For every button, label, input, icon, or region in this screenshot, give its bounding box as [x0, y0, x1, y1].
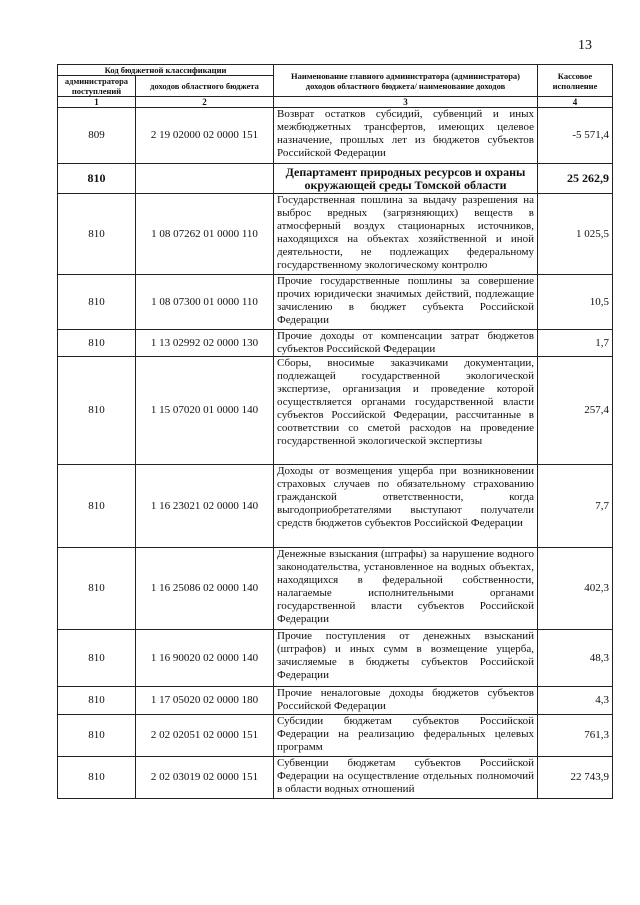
col-number: 3 [274, 97, 538, 108]
admin-code: 810 [58, 630, 136, 687]
amount: 1 025,5 [538, 194, 613, 275]
table-row [58, 194, 613, 275]
income-code: 2 19 02000 02 0000 151 [136, 108, 274, 164]
income-name: Прочие поступления от денежных взысканий (штрафов) и иных сумм в возмещение ущерба, зачисляемые в бюджеты субъектов Российской Федерации [274, 630, 538, 687]
amount: 22 743,9 [538, 757, 613, 799]
table-row [58, 330, 613, 357]
admin-code: 810 [58, 194, 136, 275]
table-row [58, 687, 613, 715]
header-name: Наименование главного администратора (администратора) доходов областного бюджета/ наименование доходов [274, 65, 538, 97]
income-code: 1 08 07262 01 0000 110 [136, 194, 274, 275]
amount: 257,4 [538, 357, 613, 465]
income-name: Сборы, вносимые заказчиками документации, подлежащей государственной экологической экспертизе, организация и проведение которой осуществляется органами государственной власти субъектов Российской Федерации, рассчитанные в соответствии со сметой расходов на проведение государственной экологической экспертизы [274, 357, 538, 465]
income-name: Субвенции бюджетам субъектов Российской Федерации на осуществление отдельных полномочий в области водных отношений [274, 757, 538, 799]
admin-code: 810 [58, 465, 136, 548]
admin-code: 810 [58, 687, 136, 715]
amount: 10,5 [538, 275, 613, 330]
income-name: Доходы от возмещения ущерба при возникновении страховых случаев по обязательному страхованию гражданской ответственности, когда выгодоприобретателями выступают получатели средств бюджетов субъектов Российской Федерации [274, 465, 538, 548]
admin-code: 810 [58, 548, 136, 630]
admin-code: 810 [58, 164, 136, 194]
header-income: доходов областного бюджета [136, 76, 274, 97]
admin-code: 810 [58, 357, 136, 465]
admin-code: 810 [58, 715, 136, 757]
department-name: Департамент природных ресурсов и охраны окружающей среды Томской области [274, 164, 538, 194]
income-code: 1 16 90020 02 0000 140 [136, 630, 274, 687]
table-row [58, 757, 613, 799]
amount: 48,3 [538, 630, 613, 687]
header-amount: Кассовое исполнение [538, 65, 613, 97]
table-row [58, 275, 613, 330]
income-code [136, 164, 274, 194]
income-name: Денежные взыскания (штрафы) за нарушение водного законодательства, установленное на водных объектах, находящихся в федеральной собственности, налагаемые исполнительными органами государственной власти субъектов Российской Федерации [274, 548, 538, 630]
amount: -5 571,4 [538, 108, 613, 164]
department-row [58, 164, 613, 194]
table-row [58, 630, 613, 687]
col-number: 2 [136, 97, 274, 108]
income-name: Прочие государственные пошлины за совершение прочих юридически значимых действий, подлежащие зачислению в бюджет субъекта Российской Федерации [274, 275, 538, 330]
amount: 1,7 [538, 330, 613, 357]
admin-code: 810 [58, 757, 136, 799]
income-name: Субсидии бюджетам субъектов Российской Федерации на реализацию федеральных целевых программ [274, 715, 538, 757]
income-code: 1 16 23021 02 0000 140 [136, 465, 274, 548]
income-code: 2 02 02051 02 0000 151 [136, 715, 274, 757]
header-code-group: Код бюджетной классификации [58, 65, 274, 76]
income-code: 1 16 25086 02 0000 140 [136, 548, 274, 630]
amount: 402,3 [538, 548, 613, 630]
page-number: 13 [578, 38, 592, 53]
income-name: Прочие доходы от компенсации затрат бюджетов субъектов Российской Федерации [274, 330, 538, 357]
admin-code: 810 [58, 275, 136, 330]
header-admin: администратора поступлений [58, 76, 136, 97]
table-row [58, 357, 613, 465]
income-name: Прочие неналоговые доходы бюджетов субъектов Российской Федерации [274, 687, 538, 715]
amount: 4,3 [538, 687, 613, 715]
income-name: Возврат остатков субсидий, субвенций и иных межбюджетных трансфертов, имеющих целевое назначение, прошлых лет из бюджетов субъектов Российской Федерации [274, 108, 538, 164]
admin-code: 809 [58, 108, 136, 164]
amount: 7,7 [538, 465, 613, 548]
budget-table [57, 64, 613, 799]
col-number: 4 [538, 97, 613, 108]
income-code: 1 17 05020 02 0000 180 [136, 687, 274, 715]
col-number: 1 [58, 97, 136, 108]
table-row [58, 108, 613, 164]
income-code: 1 08 07300 01 0000 110 [136, 275, 274, 330]
table-row [58, 548, 613, 630]
amount: 761,3 [538, 715, 613, 757]
table-row [58, 715, 613, 757]
admin-code: 810 [58, 330, 136, 357]
income-code: 1 13 02992 02 0000 130 [136, 330, 274, 357]
amount: 25 262,9 [538, 164, 613, 194]
table-row [58, 465, 613, 548]
income-code: 2 02 03019 02 0000 151 [136, 757, 274, 799]
income-name: Государственная пошлина за выдачу разрешения на выброс вредных (загрязняющих) веществ в атмосферный воздух стационарных источников, находящихся на объектах хозяйственной и иной деятельности, не подлежащих федеральному государственному экологическому контролю [274, 194, 538, 275]
income-code: 1 15 07020 01 0000 140 [136, 357, 274, 465]
